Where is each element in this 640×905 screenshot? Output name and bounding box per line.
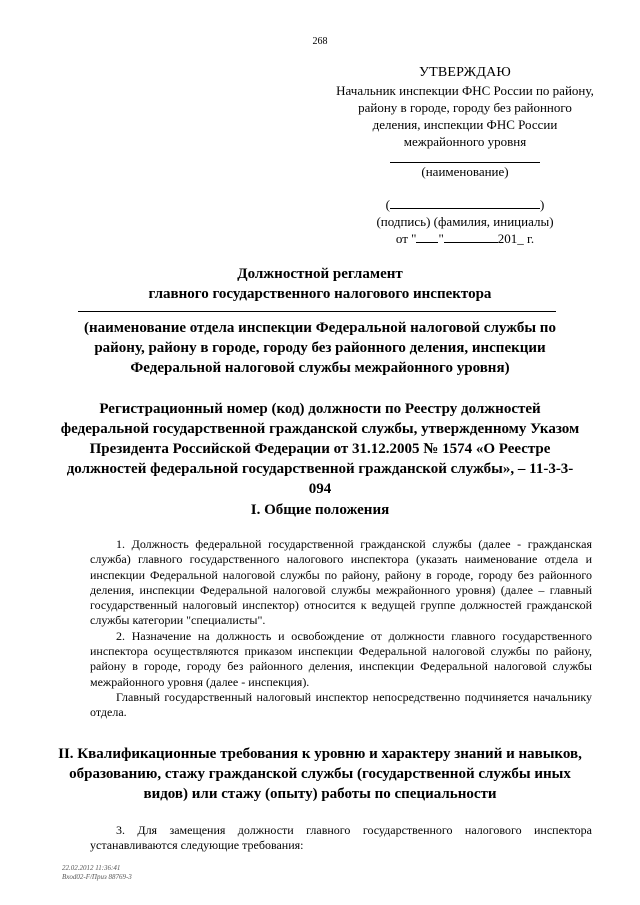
approval-line: району в городе, городу без районного <box>358 100 572 115</box>
date-line <box>320 230 610 247</box>
date-year: 201_ г. <box>497 231 535 246</box>
paragraph: 2. Назначение на должность и освобождение от должности главного государственного инспектора осуществляются приказом инспекции Федеральной налоговой службы по району, району в городе, городу без районного деления, инспекции Федеральной налоговой службы межрайонного уровня (далее - инспекция). <box>90 628 592 689</box>
approval-line: деления, инспекции ФНС России <box>372 117 558 132</box>
title-underline <box>78 311 556 312</box>
paragraph: Главный государственный налоговый инспектор непосредственно подчиняется начальнику отдела. <box>90 689 592 720</box>
title-line-1: Должностной регламент <box>237 266 403 282</box>
approval-block <box>320 64 610 247</box>
date-mid: " <box>438 231 444 246</box>
document-title <box>0 264 640 304</box>
date-prefix: от " <box>395 231 417 246</box>
title-line-2: главного государственного налогового инспектора <box>148 286 492 302</box>
section-1-title: I. Общие положения <box>250 502 390 518</box>
registration-number: Регистрационный номер (код) должности по Реестру должностей федеральной государственной гражданской службы, утвержденному Указом Президента Российской Федерации от 31.12.2005 № 1574 «О Реестре должностей федеральной государственной гражданской службы», – 11-3-3-094 <box>60 401 580 497</box>
paragraph: 1. Должность федеральной государственной гражданской службы (далее - гражданская служба) главного государственного налогового инспектора (указать наименование отдела и инспекции Федеральной налоговой службы по району, району в городе, городу без районного деления, инспекции Федеральной налоговой службы межрайонного уровня) (далее – главный государственный налоговый инспектор) относится к ведущей группе должностей гражданской службы категории "специалисты". <box>90 537 592 628</box>
footer-line-1: 22.02.2012 11:36:41 <box>62 864 121 872</box>
paragraph: 3. Для замещения должности главного государственного налогового инспектора устанавливаются следующие требования: <box>90 823 592 853</box>
section-1-body <box>90 537 592 721</box>
signature-blank: ( ) <box>385 197 545 212</box>
department-subtitle: (наименование отдела инспекции Федеральной налоговой службы по району, району в городе, городу без районного деления, инспекции Федеральной налоговой службы межрайонного уровня) <box>84 320 556 376</box>
footer-line-2: Bxod02-F/Приз 88769-3 <box>62 873 132 881</box>
page-number: 268 <box>312 36 328 47</box>
signature-caption: (подпись) (фамилия, инициалы) <box>376 214 554 229</box>
name-caption: (наименование) <box>421 164 509 179</box>
section-2-body <box>90 823 592 854</box>
footer-stamp <box>62 864 132 882</box>
approval-heading: УТВЕРЖДАЮ <box>418 65 512 80</box>
section-2-title: II. Квалификационные требования к уровню и характеру знаний и навыков, образованию, стажу гражданской службы (государственной службы иных видов) или стажу (опыту) работы по специальности <box>58 746 582 802</box>
approval-line: межрайонного уровня <box>403 134 527 149</box>
approval-line: Начальник инспекции ФНС России по району, <box>336 83 594 98</box>
